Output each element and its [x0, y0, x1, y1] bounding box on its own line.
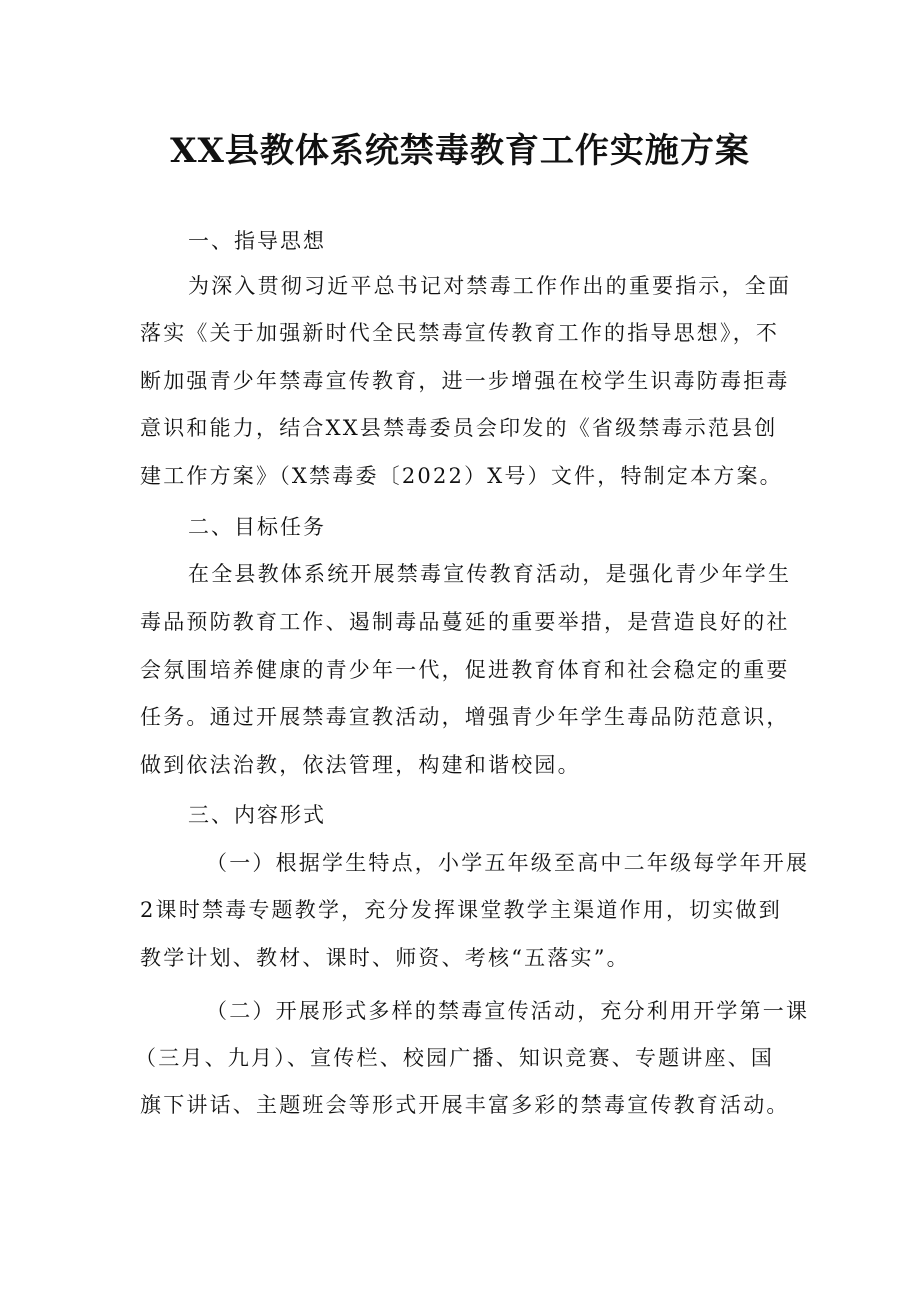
section-heading-goals: 二、目标任务 [188, 515, 326, 539]
section-heading-guiding-ideology: 一、指导思想 [188, 229, 326, 253]
document-title: XX县教体系统禁毒教育工作实施方案 [170, 131, 750, 171]
paragraph-line: 教学计划、教材、课时、师资、考核“五落实”。 [140, 946, 630, 970]
paragraph-line: 任务。通过开展禁毒宣教活动，增强青少年学生毒品防范意识， [140, 705, 790, 729]
paragraph-line: 断加强青少年禁毒宣传教育，进一步增强在校学生识毒防毒拒毒 [140, 369, 790, 393]
paragraph-line: 建工作方案》（X禁毒委〔2022）X号）文件，特制定本方案。 [140, 464, 783, 488]
section-heading-content-form: 三、内容形式 [188, 803, 326, 827]
paragraph-line: 落实《关于加强新时代全民禁毒宣传教育工作的指导思想》，不 [140, 321, 780, 345]
paragraph-line: 2课时禁毒专题教学，充分发挥课堂教学主渠道作用，切实做到 [140, 898, 782, 922]
paragraph-line: 做到依法治教，依法管理，构建和谐校园。 [140, 753, 581, 777]
paragraph-line: （二）开展形式多样的禁毒宣传活动，充分利用开学第一课 [206, 999, 810, 1023]
paragraph-line: （三月、九月）、宣传栏、校园广播、知识竞赛、专题讲座、国 [135, 1046, 775, 1070]
paragraph-line: 意识和能力，结合XX县禁毒委员会印发的《省级禁毒示范县创 [140, 416, 778, 440]
paragraph-line: 在全县教体系统开展禁毒宣传教育活动，是强化青少年学生 [188, 562, 792, 586]
paragraph-line: 会氛围培养健康的青少年一代，促进教育体育和社会稳定的重要 [140, 658, 790, 682]
paragraph-line: 旗下讲话、主题班会等形式开展丰富多彩的禁毒宣传教育活动。 [140, 1093, 790, 1117]
paragraph-line: （一）根据学生特点，小学五年级至高中二年级每学年开展 [206, 851, 810, 875]
paragraph-line: 为深入贯彻习近平总书记对禁毒工作作出的重要指示，全面 [188, 274, 792, 298]
paragraph-line: 毒品预防教育工作、遏制毒品蔓延的重要举措，是营造良好的社 [140, 610, 790, 634]
